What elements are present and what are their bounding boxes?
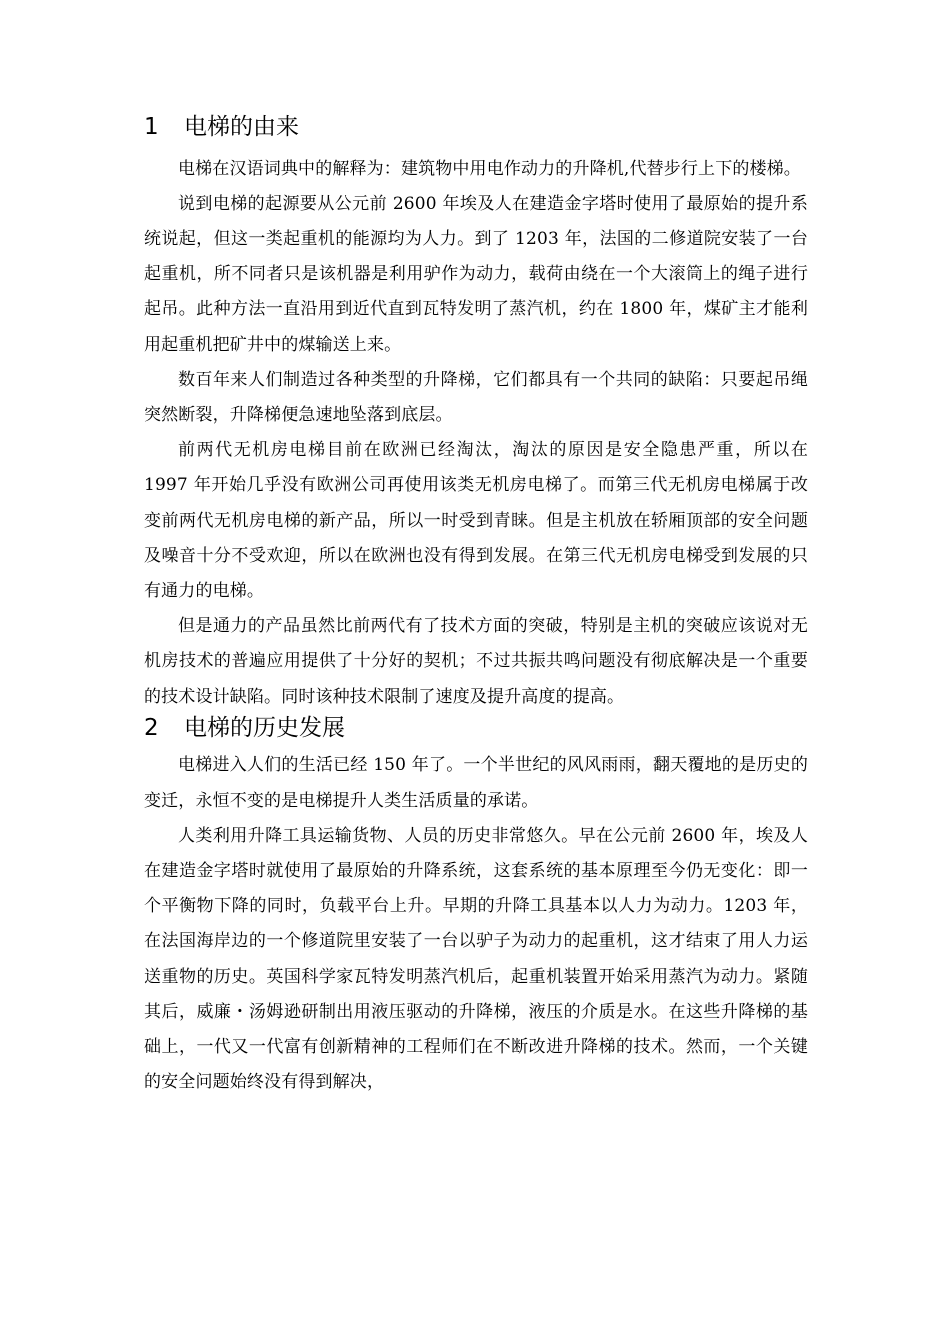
section-heading-1 (144, 114, 808, 142)
paragraph: 电梯在汉语词典中的解释为：建筑物中用电作动力的升降机,代替步行上下的楼梯。 (178, 158, 801, 179)
section-heading-2 (144, 715, 808, 743)
paragraph: 数百年来人们制造过各种类型的升降梯，它们都具有一个共同的缺陷：只要起吊绳突然断裂，升降梯便急速地坠落到底层。 (144, 369, 808, 426)
document-page (144, 100, 808, 1100)
paragraph: 电梯进入人们的生活已经 150 年了。一个半世纪的风风雨雨，翻天覆地的是历史的变迁，永恒不变的是电梯提升人类生活质量的承诺。 (144, 755, 808, 811)
section-title: 电梯的历史发展 (184, 714, 345, 741)
paragraph: 说到电梯的起源要从公元前 2600 年埃及人在建造金字塔时使用了最原始的提升系统说起，但这一类起重机的能源均为人力。到了 1203 年，法国的二修道院安装了一台起重机，所不同者只是该机器是利用驴作为动力，载荷由绕在一个大滚筒上的绳子进行起吊。此种方法一直沿用到近代直到瓦特发明了蒸汽机，约在 1800 年，煤矿主才能利用起重机把矿井中的煤输送上来。 (144, 193, 808, 355)
section-number: 1 (144, 114, 159, 140)
paragraph: 但是通力的产品虽然比前两代有了技术方面的突破，特别是主机的突破应该说对无机房技术的普遍应用提供了十分好的契机；不过共振共鸣问题没有彻底解决是一个重要的技术设计缺陷。同时该种技术限制了速度及提升高度的提高。 (144, 616, 808, 707)
paragraph: 人类利用升降工具运输货物、人员的历史非常悠久。早在公元前 2600 年，埃及人在建造金字塔时就使用了最原始的升降系统，这套系统的基本原理至今仍无变化：即一个平衡物下降的同时，负载平台上升。早期的升降工具基本以人力为动力。1203 年，在法国海岸边的一个修道院里安装了一台以驴子为动力的起重机，这才结束了用人力运送重物的历史。英国科学家瓦特发明蒸汽机后，起重机装置开始采用蒸汽为动力。紧随其后，威廉・汤姆逊研制出用液压驱动的升降梯，液压的介质是水。在这些升降梯的基础上，一代又一代富有创新精神的工程师们在不断改进升降梯的技术。然而，一个关键的安全问题始终没有得到解决， (144, 825, 808, 1093)
section-title: 电梯的由来 (184, 114, 299, 140)
paragraph: 前两代无机房电梯目前在欧洲已经淘汰，淘汰的原因是安全隐患严重，所以在 1997 年开始几乎没有欧洲公司再使用该类无机房电梯了。而第三代无机房电梯属于改变前两代无机房电梯的新产品，所以一时受到青睐。但是主机放在轿厢顶部的安全问题及噪音十分不受欢迎，所以在欧洲也没有得到发展。在第三代无机房电梯受到发展的只有通力的电梯。 (144, 440, 808, 602)
section-number: 2 (144, 714, 159, 741)
